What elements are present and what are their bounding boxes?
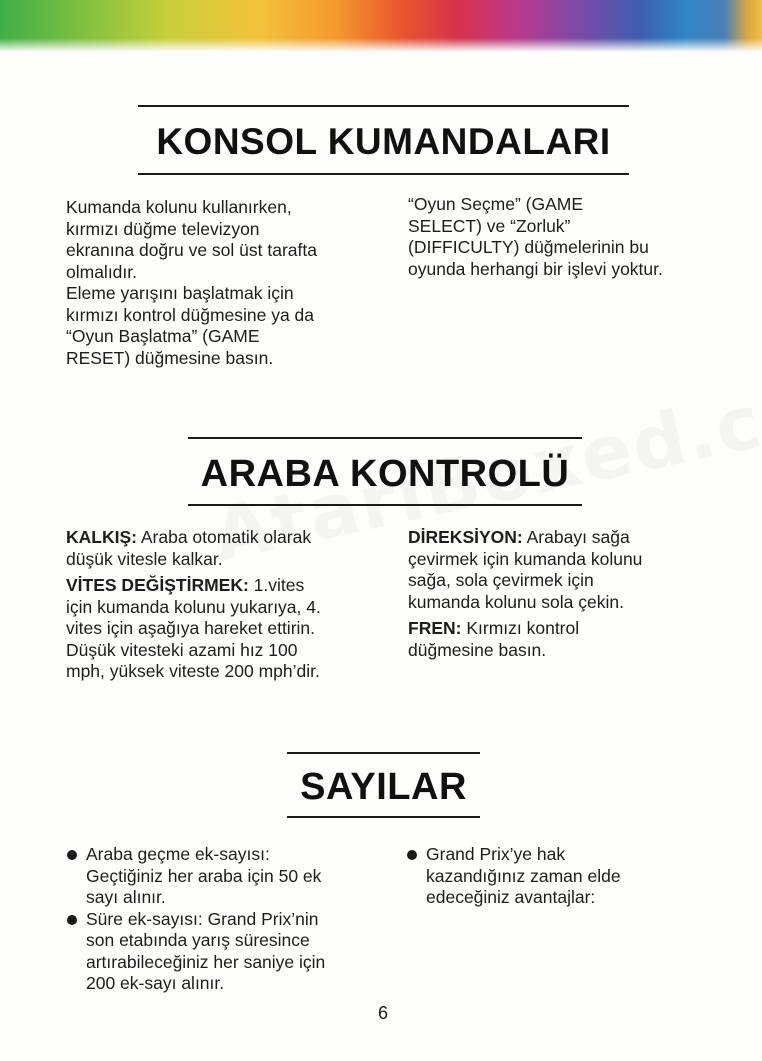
heading-rule-bottom (287, 816, 480, 818)
text-line: kazandığınız zaman elde (426, 865, 621, 886)
text-line: için kumanda kolunu yukarıya, 4. (66, 596, 321, 617)
text-line: Eleme yarışını başlatmak için (66, 283, 294, 303)
fren-text: Kırmızı kontrol (461, 618, 580, 638)
vites-text: 1.vites (248, 575, 305, 595)
vites-entry (66, 575, 376, 597)
sayilar-left-column (65, 844, 375, 995)
kalkis-text: Araba otomatik olarak (136, 527, 312, 547)
section-heading-sayilar (287, 752, 480, 818)
text-line: SELECT) ve “Zorluk” (408, 215, 571, 236)
araba-right-column (408, 527, 708, 661)
bullet-icon (67, 915, 77, 925)
text-line: Geçtiğiniz her araba için 50 ek (86, 865, 322, 886)
heading-rule-top (188, 437, 582, 439)
fren-entry (408, 618, 708, 640)
text-line: Süre ek-sayısı: Grand Prix’nin (86, 908, 319, 929)
direksiyon-text: Arabayı sağa (522, 527, 630, 547)
text-line: Düşük vitesteki azami hız 100 (66, 639, 298, 660)
text-line: çevirmek için kumanda kolunu (408, 548, 643, 569)
text-line: kırmızı düğme televizyon (66, 218, 260, 239)
bullet-icon (67, 850, 77, 860)
list-item (65, 909, 375, 995)
text-line: sağa, sola çevirmek için (408, 570, 594, 590)
heading-title: KONSOL KUMANDALARI (156, 121, 611, 162)
heading-title: ARABA KONTROLÜ (200, 453, 570, 495)
heading-rule-bottom (138, 173, 629, 175)
direksiyon-entry (408, 527, 708, 549)
text-line: “Oyun Başlatma” (GAME (66, 326, 260, 346)
text-line: Araba geçme ek-sayısı: (86, 844, 270, 864)
text-line: ekranına doğru ve sol üst tarafta (66, 240, 317, 260)
kalkis-term: KALKIŞ: (66, 527, 137, 547)
list-item (405, 844, 705, 909)
text-line: Kumanda kolunu kullanırken, (66, 197, 292, 217)
text-line: RESET) düğmesine basın. (66, 347, 274, 368)
heading-rule-bottom (188, 504, 582, 506)
text-line: Grand Prix’ye hak (426, 844, 566, 864)
section-heading-konsol (138, 105, 629, 175)
heading-title: SAYILAR (300, 766, 467, 808)
kalkis-entry (66, 527, 376, 549)
konsol-left-column (66, 197, 366, 369)
araba-left-column (66, 527, 376, 683)
text-line: oyunda herhangi bir işlevi yoktur. (408, 258, 663, 279)
bullet-list (405, 844, 705, 909)
text-line: kırmızı kontrol düğmesine ya da (66, 304, 315, 325)
list-item (65, 844, 375, 909)
text-line: 200 ek-sayı alınır. (86, 973, 225, 993)
text-line: son etabında yarış süresince (86, 930, 310, 950)
rainbow-header-band (0, 0, 762, 52)
text-line: vites için aşağıya hareket ettirin. (66, 618, 316, 638)
text-line: (DIFFICULTY) düğmelerinin bu (408, 237, 649, 257)
konsol-right-column (408, 194, 708, 280)
text-line: mph, yüksek viteste 200 mph’dir. (66, 661, 320, 681)
sayilar-right-column (405, 844, 705, 909)
text-line: kumanda kolunu sola çekin. (408, 591, 624, 612)
text-line: “Oyun Seçme” (GAME (408, 194, 584, 214)
text-line: sayı alınır. (86, 887, 166, 907)
text-line: artırabileceğiniz her saniye için (86, 951, 326, 972)
section-heading-araba (188, 437, 582, 506)
heading-rule-top (287, 752, 480, 754)
text-line: edeceğiniz avantajlar: (426, 887, 596, 907)
heading-rule-top (138, 105, 629, 107)
page-number: 6 (377, 1003, 388, 1023)
direksiyon-term: DİREKSİYON: (408, 527, 523, 547)
bullet-icon (407, 850, 417, 860)
bullet-list (65, 844, 375, 995)
vites-term: VİTES DEĞİŞTİRMEK: (66, 575, 249, 595)
fren-term: FREN: (408, 618, 462, 638)
text-line: düşük vitesle kalkar. (66, 548, 223, 569)
text-line: düğmesine basın. (408, 639, 547, 660)
text-line: olmalıdır. (66, 261, 137, 282)
